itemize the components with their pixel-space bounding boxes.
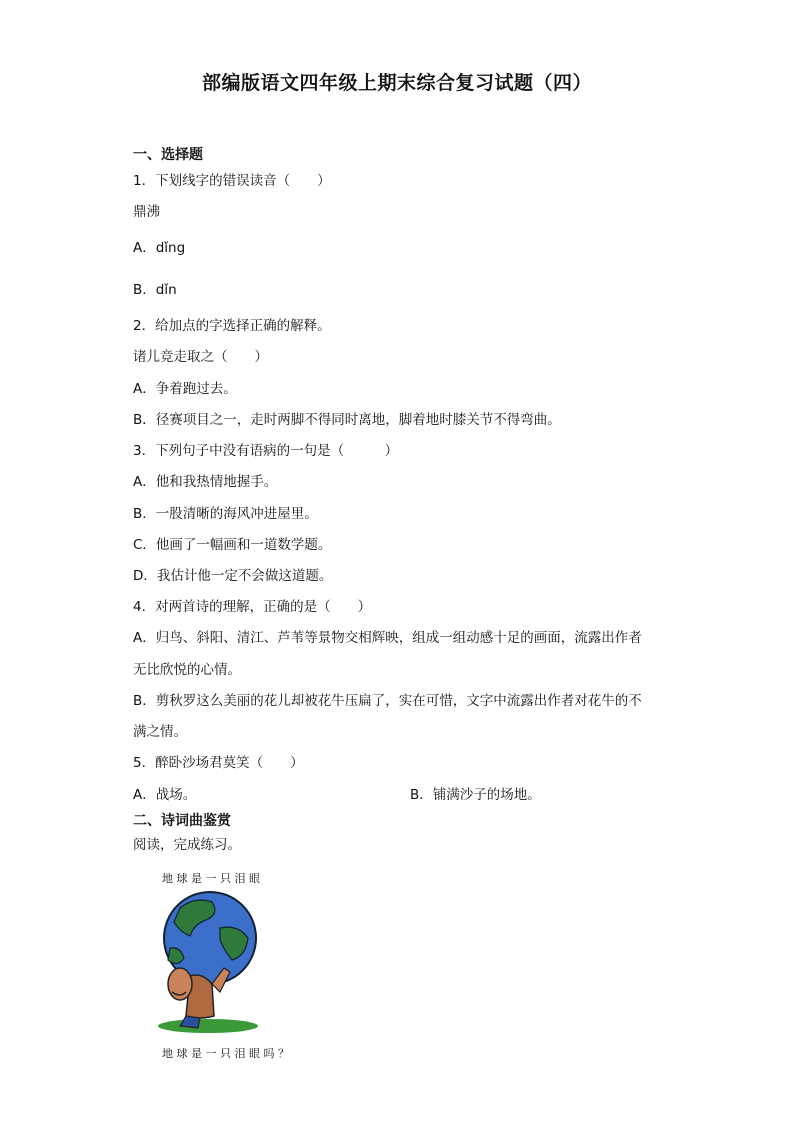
q2-stem: 2．给加点的字选择正确的解释。: [133, 318, 331, 334]
q1-option-b: B．dǐn: [133, 282, 177, 298]
q5-stem: 5．醉卧沙场君莫笑（ ）: [133, 755, 304, 771]
grass-patch: [158, 1019, 258, 1033]
q3-option-b: B．一股清晰的海风冲进屋里。: [133, 506, 318, 522]
q1-stem: 1．下划线字的错误读音（ ）: [133, 173, 331, 189]
q1-option-a: A．dǐng: [133, 240, 186, 256]
q5-option-a: A．战场。: [133, 787, 197, 803]
q3-stem: 3．下列句子中没有语病的一句是（ ）: [133, 443, 399, 459]
person-leg: [180, 1016, 200, 1028]
q5-option-b: B．铺满沙子的场地。: [410, 787, 541, 803]
q3-option-a: A．他和我热情地握手。: [133, 474, 278, 490]
poem-caption-bottom: 地 球 是 一 只 泪 眼 吗 ？: [162, 1047, 289, 1060]
section-heading-choice: 一、选择题: [133, 147, 203, 163]
page-title: 部编版语文四年级上期末综合复习试题（四）: [201, 72, 592, 94]
reading-intro: 阅读，完成练习。: [133, 837, 241, 853]
q3-option-c: C．他画了一幅画和一道数学题。: [133, 537, 332, 553]
q1-word: 鼎沸: [133, 204, 160, 220]
q4-stem: 4．对两首诗的理解，正确的是（ ）: [133, 599, 372, 615]
globe-carrier-illustration: [150, 888, 270, 1036]
q2-option-a: A．争着跑过去。: [133, 381, 237, 397]
q2-sub: 诸儿竞走取之（ ）: [133, 349, 268, 365]
q4-option-b-line2: 满之情。: [133, 724, 187, 740]
q4-option-b-line1: B．剪秋罗这么美丽的花儿却被花牛压扁了，实在可惜，文字中流露出作者对花牛的不: [133, 693, 642, 709]
section-heading-poetry: 二、诗词曲鉴赏: [133, 813, 231, 829]
q2-option-b: B．径赛项目之一，走时两脚不得同时离地，脚着地时膝关节不得弯曲。: [133, 412, 561, 428]
q4-option-a-line2: 无比欣悦的心情。: [133, 662, 241, 678]
poem-caption-top: 地 球 是 一 只 泪 眼: [162, 872, 260, 885]
q4-option-a-line1: A．归鸟、斜阳、清江、芦苇等景物交相辉映，组成一组动感十足的画面，流露出作者: [133, 630, 642, 646]
q3-option-d: D．我估计他一定不会做这道题。: [133, 568, 333, 584]
